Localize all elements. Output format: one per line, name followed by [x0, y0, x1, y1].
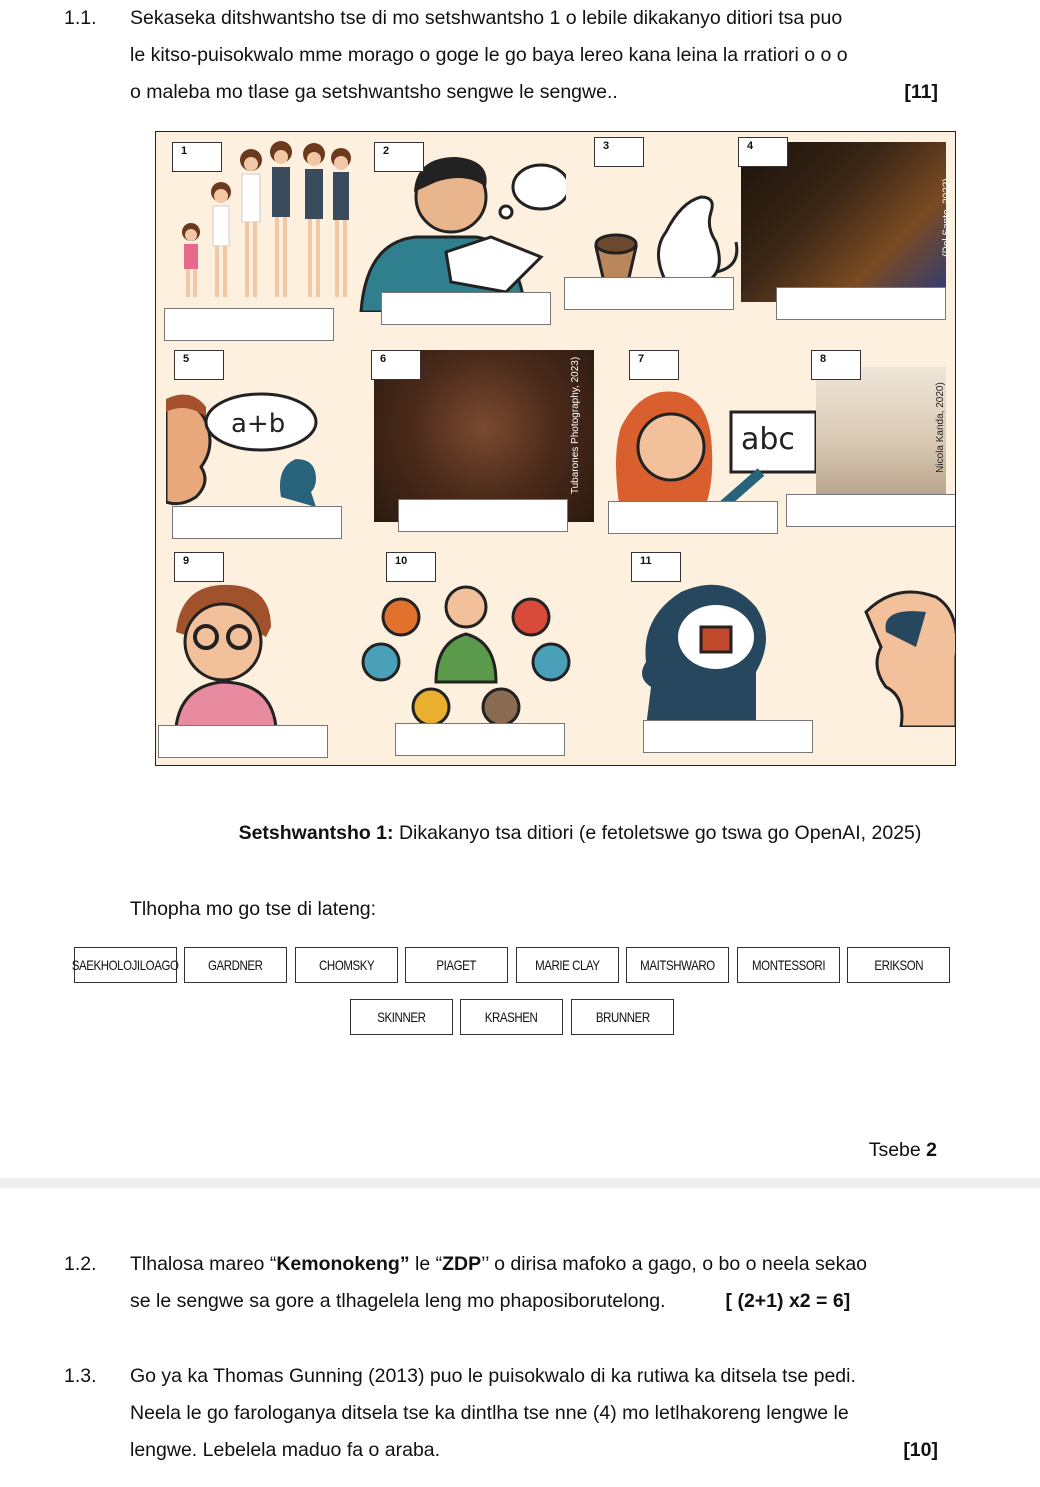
- figure-caption: Setshwantsho 1: Dikakanyo tsa ditiori (e fetoletswe go tswa go OpenAI, 2025): [238, 822, 922, 844]
- word-option[interactable]: PIAGET: [405, 947, 508, 983]
- answer-box-4[interactable]: [776, 287, 946, 320]
- multiple-intelligences-image: [356, 572, 576, 727]
- answer-box-10[interactable]: [395, 723, 565, 756]
- instruction: Tlhopha mo go tse di lateng:: [130, 898, 377, 920]
- word-option[interactable]: SKINNER: [350, 999, 453, 1035]
- marks: [ (2+1) x2 = 6]: [725, 1290, 851, 1312]
- marks: [11]: [904, 81, 938, 103]
- answer-box-7[interactable]: [608, 501, 778, 534]
- figure-label: 9: [174, 552, 224, 582]
- answer-box-1[interactable]: [164, 308, 334, 341]
- photo-credit: Nicola Kanda, 2020): [935, 382, 947, 473]
- marks: [10]: [903, 1439, 938, 1461]
- figure-label: 10: [386, 552, 436, 582]
- page-number: Tsebe 2: [868, 1139, 937, 1161]
- theories-figure: [155, 131, 956, 766]
- word-option[interactable]: CHOMSKY: [295, 947, 398, 983]
- language-thinking-image: [166, 387, 326, 517]
- answer-box-5[interactable]: [172, 506, 342, 539]
- word-option[interactable]: GARDNER: [184, 947, 287, 983]
- board-text: abc: [741, 422, 795, 457]
- question-text: Tlhalosa mareo “Kemonokeng” le “ZDP’’ o dirisa mafoko a gago, o bo o neela sekao se le sengwe sa gore a tlhagelela leng mo phaposiborutelong. [ (2+1) x2 = 6]: [130, 1253, 868, 1312]
- question-text: Go ya ka Thomas Gunning (2013) puo le puisokwalo di ka rutiwa ka ditsela tse pedi. Neela le go farologanya ditsela tse ka dintlha tse nne (4) mo letlhakoreng lengwe le lengwe. Lebelela maduo fa o araba. [10]: [130, 1358, 940, 1469]
- rat-experiment-image: [566, 172, 746, 292]
- word-option[interactable]: MARIE CLAY: [516, 947, 619, 983]
- word-option[interactable]: KRASHEN: [460, 999, 563, 1035]
- answer-box-3[interactable]: [564, 277, 734, 310]
- answer-box-8[interactable]: [786, 494, 956, 527]
- word-option[interactable]: MAITSHWARO: [626, 947, 729, 983]
- figure-label: 11: [631, 552, 681, 582]
- question-number: 1.3.: [64, 1365, 97, 1387]
- word-option[interactable]: MONTESSORI: [737, 947, 840, 983]
- question-number: 1.1.: [64, 7, 97, 29]
- figure-label: 8: [811, 350, 861, 380]
- answer-box-6[interactable]: [398, 499, 568, 532]
- mind-power-image: [636, 577, 956, 727]
- word-option[interactable]: SAEKHOLOJILOAGO: [74, 947, 177, 983]
- word-option[interactable]: ERIKSON: [847, 947, 950, 983]
- figure-label: 2: [374, 142, 424, 172]
- photo-credit: (Del Santo, 2022): [941, 178, 953, 257]
- figure-label: 1: [172, 142, 222, 172]
- photo-credit: Tubarones Photography, 2023): [569, 356, 581, 495]
- speech-text: a+b: [231, 409, 286, 439]
- brain-child-image: [171, 577, 341, 727]
- figure-label: 3: [594, 137, 644, 167]
- figure-label: 7: [629, 350, 679, 380]
- page-break: [0, 1178, 1040, 1188]
- word-option[interactable]: BRUNNER: [571, 999, 674, 1035]
- answer-box-9[interactable]: [158, 725, 328, 758]
- child-playing-photo: [816, 367, 946, 497]
- question-text: Sekaseka ditshwantsho tse di mo setshwantsho 1 o lebile dikakanyo ditiori tsa puo le kitso-puisokwalo mme morago o goge le go baya lereo kana leina la rratiori o o o o maleba mo tlase ga setshwantsho sengwe le sengwe.. [11]: [130, 0, 940, 111]
- answer-box-11[interactable]: [643, 720, 813, 753]
- answer-box-2[interactable]: [381, 292, 551, 325]
- figure-label: 4: [738, 137, 788, 167]
- figure-label: 5: [174, 350, 224, 380]
- question-number: 1.2.: [64, 1253, 97, 1275]
- figure-label: 6: [371, 350, 421, 380]
